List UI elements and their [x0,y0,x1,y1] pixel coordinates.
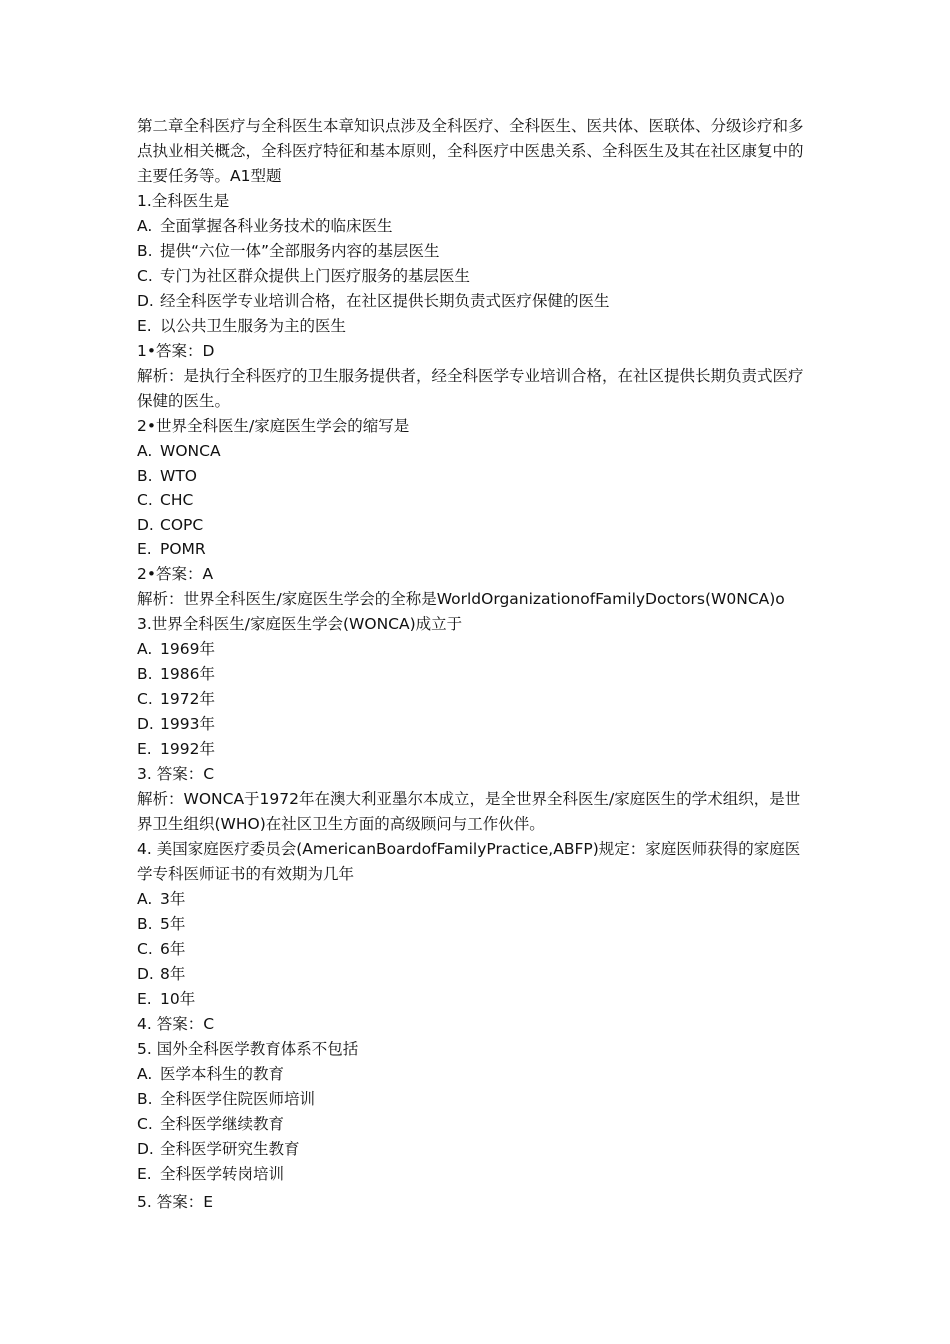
option-e [137,987,813,1012]
option-letter: C. [137,1114,153,1133]
option-letter: E. [137,317,152,335]
question-stem: 5. 国外全科医学教育体系不包括 [137,1039,359,1058]
option-letter: D. [137,714,154,733]
question-stem: 4. 美国家庭医疗委员会(AmericanBoardofFamilyPractice,ABFP)规定：家庭医师获得的家庭医学专科医师证书的有效期为几年 [137,839,801,883]
option-letter: E. [137,540,152,558]
option-e [137,1162,813,1187]
option-c [137,937,813,962]
option-letter: B. [137,466,153,485]
option-letter: D. [137,515,154,534]
analysis-paragraph: 解析：WONCA于1972年在澳大利亚墨尔本成立，是全世界全科医生/家庭医生的学术组织，是世界卫生组织(WHO)在社区卫生方面的高级顾问与工作伙伴。 [137,789,801,833]
option-letter: A. [137,639,153,658]
option-letter: C. [137,491,153,509]
option-c [137,488,813,513]
option-d [137,712,813,737]
option-letter: C. [137,689,153,708]
option-a [137,637,813,662]
option-text: 全科医学继续教育 [160,1114,285,1133]
option-d [137,513,813,538]
option-letter: A. [137,442,153,460]
answer-line: 4. 答案：C [137,1014,215,1033]
answer-line: 1•答案：D [137,342,215,360]
option-text: WTO [160,466,197,485]
option-e [137,737,813,762]
question-4 [137,837,813,1037]
document-body [137,114,813,1215]
chapter-intro: 第二章全科医疗与全科医生本章知识点涉及全科医疗、全科医生、医共体、医联体、分级诊疗和多点执业相关概念，全科医疗特征和基本原则，全科医疗中医患关系、全科医生及其在社区康复中的主要任务等。A1型题 [137,117,804,185]
question-3 [137,612,813,837]
option-b [137,1087,813,1112]
option-letter: E. [137,1164,152,1183]
option-text: 6年 [160,939,186,958]
question-2 [137,414,813,612]
option-b [137,912,813,937]
option-d [137,1137,813,1162]
option-text: 10年 [160,989,196,1008]
option-text: COPC [160,515,204,534]
question-stem: 2•世界全科医生/家庭医生学会的缩写是 [137,417,410,435]
option-text: 提供“六位一体”全部服务内容的基层医生 [160,242,440,260]
option-letter: A. [137,217,153,235]
option-b [137,662,813,687]
option-letter: E. [137,989,152,1008]
option-letter: C. [137,939,153,958]
option-text: 1993年 [160,714,215,733]
option-text: 全科医学住院医师培训 [160,1089,316,1108]
option-text: 全科医学研究生教育 [160,1139,300,1158]
option-text: 3年 [160,889,186,908]
option-text: 5年 [160,914,186,933]
option-text: 1969年 [160,639,215,658]
option-c [137,687,813,712]
option-text: WONCA [160,442,221,460]
option-letter: D. [137,1139,154,1158]
option-letter: B. [137,914,153,933]
option-a [137,214,813,239]
question-5 [137,1037,813,1215]
option-letter: D. [137,964,154,983]
option-letter: A. [137,1064,153,1083]
question-stem: 1.全科医生是 [137,192,230,210]
option-text: 全面掌握各科业务技术的临床医生 [160,217,393,235]
option-letter: B. [137,242,153,260]
option-text: 经全科医学专业培训合格，在社区提供长期负责式医疗保健的医生 [160,292,610,310]
option-text: 8年 [160,964,186,983]
option-letter: B. [137,1089,153,1108]
option-d [137,962,813,987]
option-letter: E. [137,739,152,758]
analysis-paragraph: 解析：世界全科医生/家庭医生学会的全称是WorldOrganizationofFamilyDoctors(W0NCA)o [137,589,785,608]
option-d [137,289,813,314]
option-c [137,1112,813,1137]
option-letter: D. [137,292,154,310]
option-text: POMR [160,540,206,558]
option-text: CHC [160,491,194,509]
option-text: 专门为社区群众提供上门医疗服务的基层医生 [160,267,471,285]
option-a [137,439,813,464]
option-letter: A. [137,889,153,908]
option-b [137,464,813,489]
analysis-paragraph: 解析：是执行全科医疗的卫生服务提供者，经全科医学专业培训合格，在社区提供长期负责式医疗保健的医生。 [137,367,804,410]
option-a [137,887,813,912]
answer-line: 3. 答案：C [137,764,215,783]
question-stem: 3.世界全科医生/家庭医生学会(WONCA)成立于 [137,614,463,633]
question-1 [137,189,813,414]
option-text: 全科医学转岗培训 [160,1164,285,1183]
option-b [137,239,813,264]
option-letter: C. [137,267,153,285]
option-text: 1992年 [160,739,215,758]
option-e [137,314,813,339]
option-letter: B. [137,664,153,683]
option-text: 以公共卫生服务为主的医生 [160,317,347,335]
answer-line: 5. 答案：E [137,1192,214,1211]
option-e [137,537,813,562]
option-c [137,264,813,289]
option-text: 1986年 [160,664,215,683]
option-a [137,1062,813,1087]
option-text: 1972年 [160,689,215,708]
option-text: 医学本科生的教育 [160,1064,285,1083]
answer-line: 2•答案：A [137,564,214,583]
